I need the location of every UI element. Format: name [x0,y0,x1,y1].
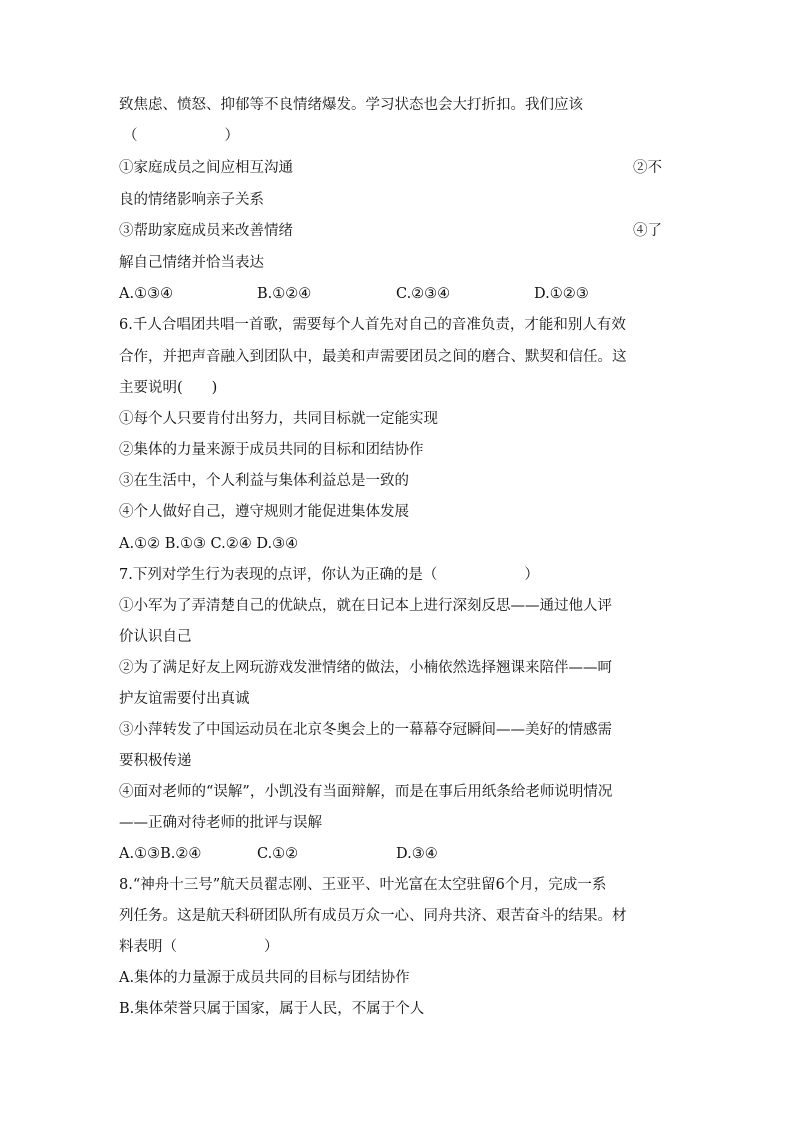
q8-text-line-3: 料表明（ ） [119,939,279,955]
q6-text-line-3: 主要说明( ) [119,380,218,396]
q5-statement-2-cont: 良的情绪影响亲子关系 [119,192,264,208]
q5-statement-4-cont: 解自己情绪并恰当表达 [119,255,264,271]
q8-option-b: B.集体荣誉只属于国家，属于人民，不属于个人 [119,1001,425,1017]
q7-statement-4a: ④面对老师的“误解”，小凯没有当面辩解，而是在事后用纸条给老师说明情况 [119,784,613,800]
q7-option-c: C.①② [257,846,299,862]
q6-statement-2: ②集体的力量来源于成员共同的目标和团结协作 [119,442,424,458]
q5-option-a: A.①③④ [119,286,174,302]
q7-option-ab: A.①③B.②④ [119,846,202,862]
q5-option-b: B.①②④ [257,286,312,302]
q5-statement-4-start: ④了 [633,223,662,239]
q5-option-d: D.①②③ [534,286,589,302]
q7-option-d: D.③④ [396,846,438,862]
q5-option-c: C.②③④ [396,286,451,302]
q7-statement-3b: 要积极传递 [119,753,192,769]
q8-option-a: A.集体的力量源于成员共同的目标与团结协作 [119,970,410,986]
q5-statement-2-start: ②不 [633,160,662,176]
q6-options: A.①② B.①③ C.②④ D.③④ [119,536,299,552]
q5-statement-3: ③帮助家庭成员来改善情绪 [119,223,293,239]
q6-statement-1: ①每个人只要肯付出努力，共同目标就一定能实现 [119,411,438,427]
q8-text-line-2: 列任务。这是航天科研团队所有成员万众一心、同舟共济、艰苦奋斗的结果。材 [119,908,627,924]
q7-statement-1a: ①小军为了弄清楚自己的优缺点，就在日记本上进行深刻反思——通过他人评 [119,598,612,614]
q6-text-line-1: 6.千人合唱团共唱一首歌，需要每个人首先对自己的音准负责，才能和别人有效 [119,317,626,333]
q6-text-line-2: 合作，并把声音融入到团队中，最美和声需要团员之间的磨合、默契和信任。这 [119,349,627,365]
q7-statement-2a: ②为了满足好友上网玩游戏发泄情绪的做法，小楠依然选择翘课来陪伴——呵 [119,660,612,676]
q8-text-line-1: 8.“神舟十三号”航天员翟志刚、王亚平、叶光富在太空驻留6个月，完成一系 [119,877,607,893]
q7-statement-2b: 护友谊需要付出真诚 [119,691,250,707]
q7-statement-1b: 价认识自己 [119,629,192,645]
q7-statement-4b: ——正确对待老师的批评与误解 [119,815,322,831]
q6-statement-3: ③在生活中，个人利益与集体利益总是一致的 [119,473,409,489]
q5-text-line-1: 致焦虑、愤怒、抑郁等不良情绪爆发。学习状态也会大打折扣。我们应该 [119,97,583,113]
q6-statement-4: ④个人做好自己，遵守规则才能促进集体发展 [119,504,409,520]
q7-statement-3a: ③小萍转发了中国运动员在北京冬奥会上的一幕幕夺冠瞬间——美好的情感需 [119,722,612,738]
q7-text-line-1: 7.下列对学生行为表现的点评，你认为正确的是（ ） [119,567,539,583]
q5-statement-1: ①家庭成员之间应相互沟通 [119,160,293,176]
q5-answer-bracket: （ ） [123,128,239,144]
